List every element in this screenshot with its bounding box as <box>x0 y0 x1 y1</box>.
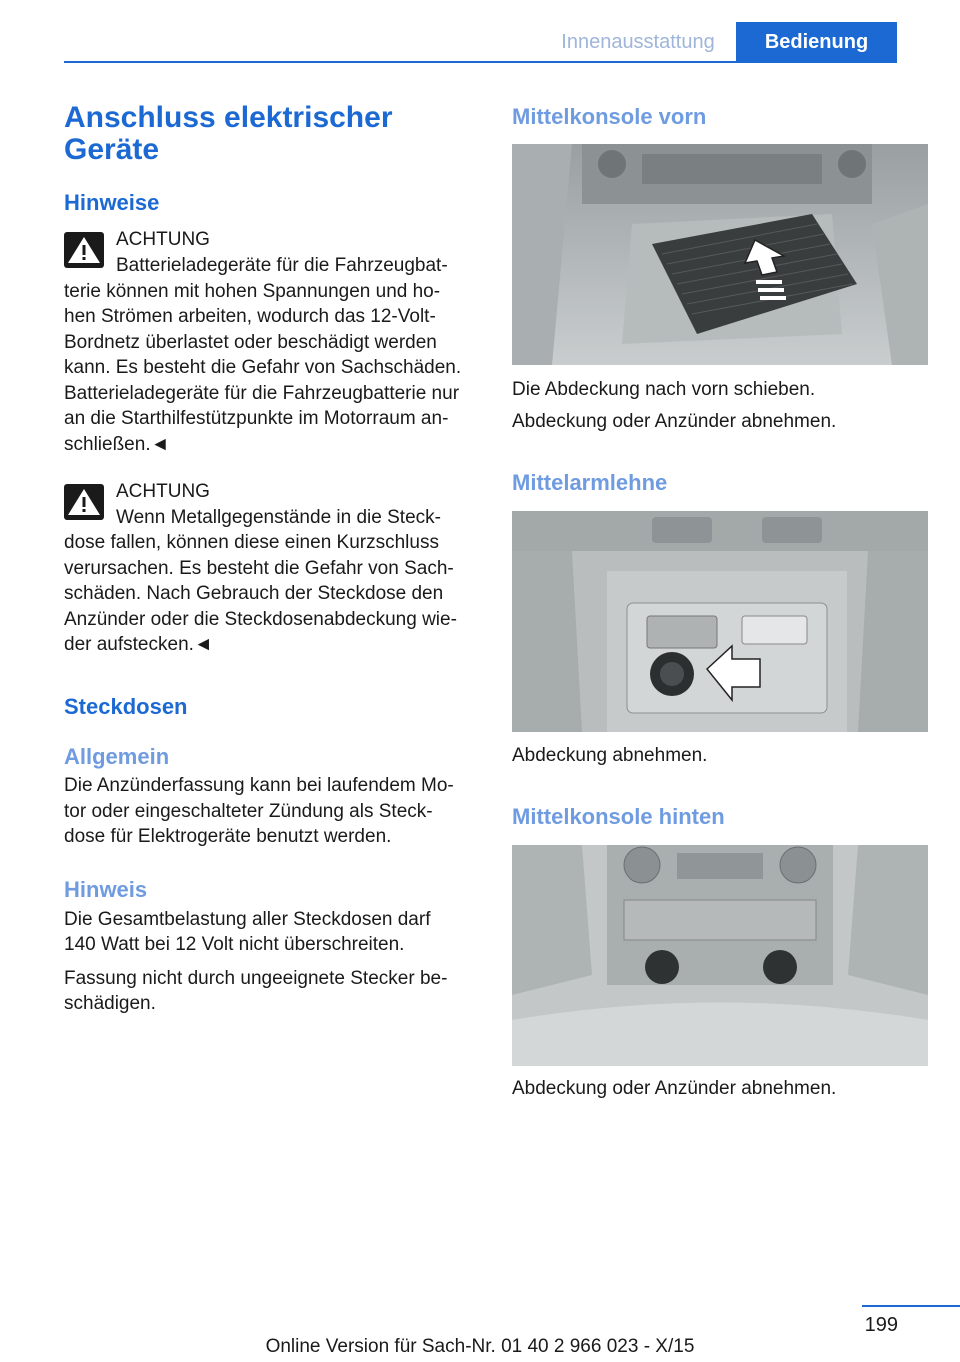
warning-icon <box>64 484 104 520</box>
warning-text-line: terie können mit hohen Spannungen und ho- <box>64 281 441 302</box>
heading-allgemein: Allgemein <box>64 744 170 769</box>
warning-text-line: schäden. Nach Gebrauch der Steckdose den <box>64 583 444 604</box>
header-chapter-tab: Bedienung <box>736 22 897 62</box>
warning-text-line: Wenn Metallgegenstände in die Steck- <box>116 507 441 528</box>
heading-hinweise: Hinweise <box>64 190 160 215</box>
warning-text-line: Bordnetz überlastet oder beschädigt werden <box>64 332 437 353</box>
warning-text-line: schließen.◄ <box>64 434 170 455</box>
caption: Abdeckung oder Anzünder abnehmen. <box>512 411 837 432</box>
heading-mittelkonsole-hinten: Mittelkonsole hinten <box>512 804 725 829</box>
photo-front-console <box>512 144 928 365</box>
photo-rear-console <box>512 845 928 1066</box>
page-number: 199 <box>864 1314 898 1336</box>
caption: Abdeckung abnehmen. <box>512 745 708 766</box>
warning-text-line: Batterieladegeräte für die Fahrzeugbatterie nur <box>64 383 460 404</box>
heading-mittelkonsole-vorn: Mittelkonsole vorn <box>512 104 707 129</box>
header-rule <box>64 61 897 63</box>
body-text-line: Fassung nicht durch ungeeignete Stecker be- <box>64 968 448 989</box>
header-section-label: Innenausstattung <box>561 31 715 53</box>
body-text-line: 140 Watt bei 12 Volt nicht überschreiten. <box>64 934 405 955</box>
body-text-line: dose für Elektrogeräte benutzt werden. <box>64 826 392 847</box>
heading-hinweis: Hinweis <box>64 877 148 902</box>
heading-steckdosen: Steckdosen <box>64 694 188 719</box>
warning-text-line: Batterieladegeräte für die Fahrzeugbat- <box>116 255 448 276</box>
warning-text-line: kann. Es besteht die Gefahr von Sachschäden. <box>64 357 462 378</box>
caption: Die Abdeckung nach vorn schieben. <box>512 379 816 400</box>
warning-icon <box>64 232 104 268</box>
caption: Abdeckung oder Anzünder abnehmen. <box>512 1078 837 1099</box>
warning-text-line: verursachen. Es besteht die Gefahr von Sach- <box>64 558 454 579</box>
body-text-line: schädigen. <box>64 993 156 1014</box>
warning-text-line: Anzünder oder die Steckdosenabdeckung wie- <box>64 609 457 630</box>
page-title: Anschluss elektrischer Geräte <box>64 101 393 166</box>
warning-text-line: an die Starthilfestützpunkte im Motorraum an- <box>64 408 449 429</box>
heading-mittelarmlehne: Mittelarmlehne <box>512 470 668 495</box>
footer-rule <box>862 1305 960 1307</box>
warning-label: ACHTUNG <box>116 481 210 502</box>
warning-text-line: der aufstecken.◄ <box>64 634 213 655</box>
photo-armrest <box>512 511 928 732</box>
body-text-line: Die Anzünderfassung kann bei laufendem Mo- <box>64 775 454 796</box>
warning-text-line: hen Strömen arbeiten, wodurch das 12-Volt- <box>64 306 436 327</box>
body-text-line: tor oder eingeschalteter Zündung als Steck- <box>64 801 433 822</box>
warning-text-line: dose fallen, können diese einen Kurzschluss <box>64 532 439 553</box>
warning-label: ACHTUNG <box>116 229 210 250</box>
footer-version: Online Version für Sach-Nr. 01 40 2 966 023 - X/15 <box>265 1336 695 1357</box>
body-text-line: Die Gesamtbelastung aller Steckdosen darf <box>64 909 431 930</box>
